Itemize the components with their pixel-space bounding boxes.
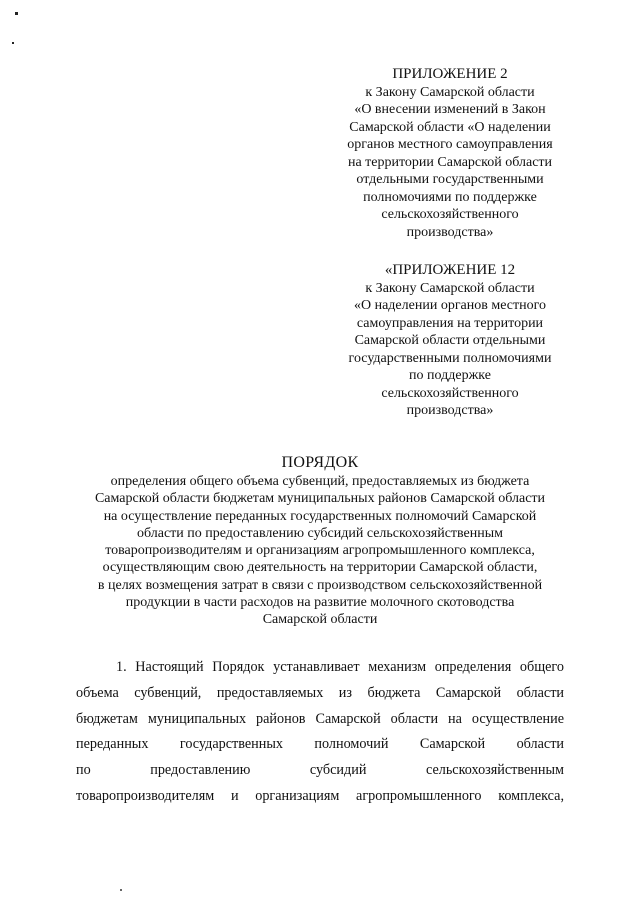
- order-subtitle-line: на осуществление переданных государственных полномочий Самарской: [103, 508, 537, 524]
- appendix-2-line: отдельными государственными: [356, 172, 544, 187]
- scan-speck: [12, 42, 14, 44]
- order-subtitle-line: определения общего объема субвенций, предоставляемых из бюджета: [110, 474, 530, 489]
- appendix-2-line: производства»: [406, 224, 494, 240]
- appendix-2-line: полномочиями по поддержке: [363, 189, 537, 205]
- body-line: переданных государственных полномочий Самарской области: [76, 736, 564, 753]
- appendix-2-block: [330, 66, 570, 241]
- appendix-12-line: государственными полномочиями: [348, 350, 552, 366]
- appendix-12-line: «О наделении органов местного: [353, 298, 547, 313]
- appendix-2-line: органов местного самоуправления: [347, 137, 553, 152]
- body-line: товаропроизводителям и организациям агропромышленного комплекса,: [76, 787, 564, 804]
- appendix-12-line: к Закону Самарской области: [365, 280, 535, 296]
- body-line: объема субвенций, предоставляемых из бюджета Самарской области: [76, 684, 564, 701]
- order-subtitle-line: области по предоставлению субсидий сельскохозяйственным: [136, 525, 504, 541]
- appendix-12-line: самоуправления на территории: [356, 315, 544, 331]
- appendix-2-line: сельскохозяйственного: [381, 207, 519, 222]
- scan-speck: [120, 889, 122, 891]
- appendix-12-line: сельскохозяйственного: [381, 385, 519, 401]
- order-subtitle-line: товаропроизводителям и организациям агропромышленного комплекса,: [105, 543, 535, 559]
- order-subtitle-line: Самарской области бюджетам муниципальных районов Самарской области: [94, 491, 546, 507]
- appendix-12-block: [330, 262, 570, 420]
- scan-speck: [15, 12, 18, 15]
- order-subtitle-line: продукции в части расходов на развитие молочного скотоводства: [125, 595, 515, 611]
- order-subtitle-line: осуществляющим свою деятельность на территории Самарской области,: [102, 560, 538, 576]
- order-subtitle-line: в целях возмещения затрат в связи с производством сельскохозяйственной: [97, 577, 543, 593]
- order-subtitle-line: Самарской области: [262, 612, 378, 628]
- appendix-2-heading: ПРИЛОЖЕНИЕ 2: [392, 66, 508, 82]
- body-line: бюджетам муниципальных районов Самарской области на осуществление: [76, 710, 564, 727]
- order-subtitle: [70, 473, 570, 629]
- appendix-2-line: Самарской области «О наделении: [349, 119, 551, 135]
- appendix-12-line: Самарской области отдельными: [354, 333, 546, 348]
- body-line: 1. Настоящий Порядок устанавливает механизм определения общего: [116, 659, 564, 675]
- appendix-2-line: на территории Самарской области: [347, 154, 553, 170]
- body-line: по предоставлению субсидий сельскохозяйственным: [76, 762, 564, 779]
- order-title: ПОРЯДОК: [281, 454, 359, 471]
- body-paragraph: [76, 655, 564, 810]
- appendix-2-line: к Закону Самарской области: [365, 84, 535, 100]
- appendix-12-line: производства»: [406, 403, 494, 418]
- order-header: [70, 453, 570, 629]
- appendix-12-heading: «ПРИЛОЖЕНИЕ 12: [384, 262, 516, 278]
- appendix-2-line: «О внесении изменений в Закон: [354, 102, 546, 117]
- appendix-12-line: по поддержке: [409, 368, 491, 383]
